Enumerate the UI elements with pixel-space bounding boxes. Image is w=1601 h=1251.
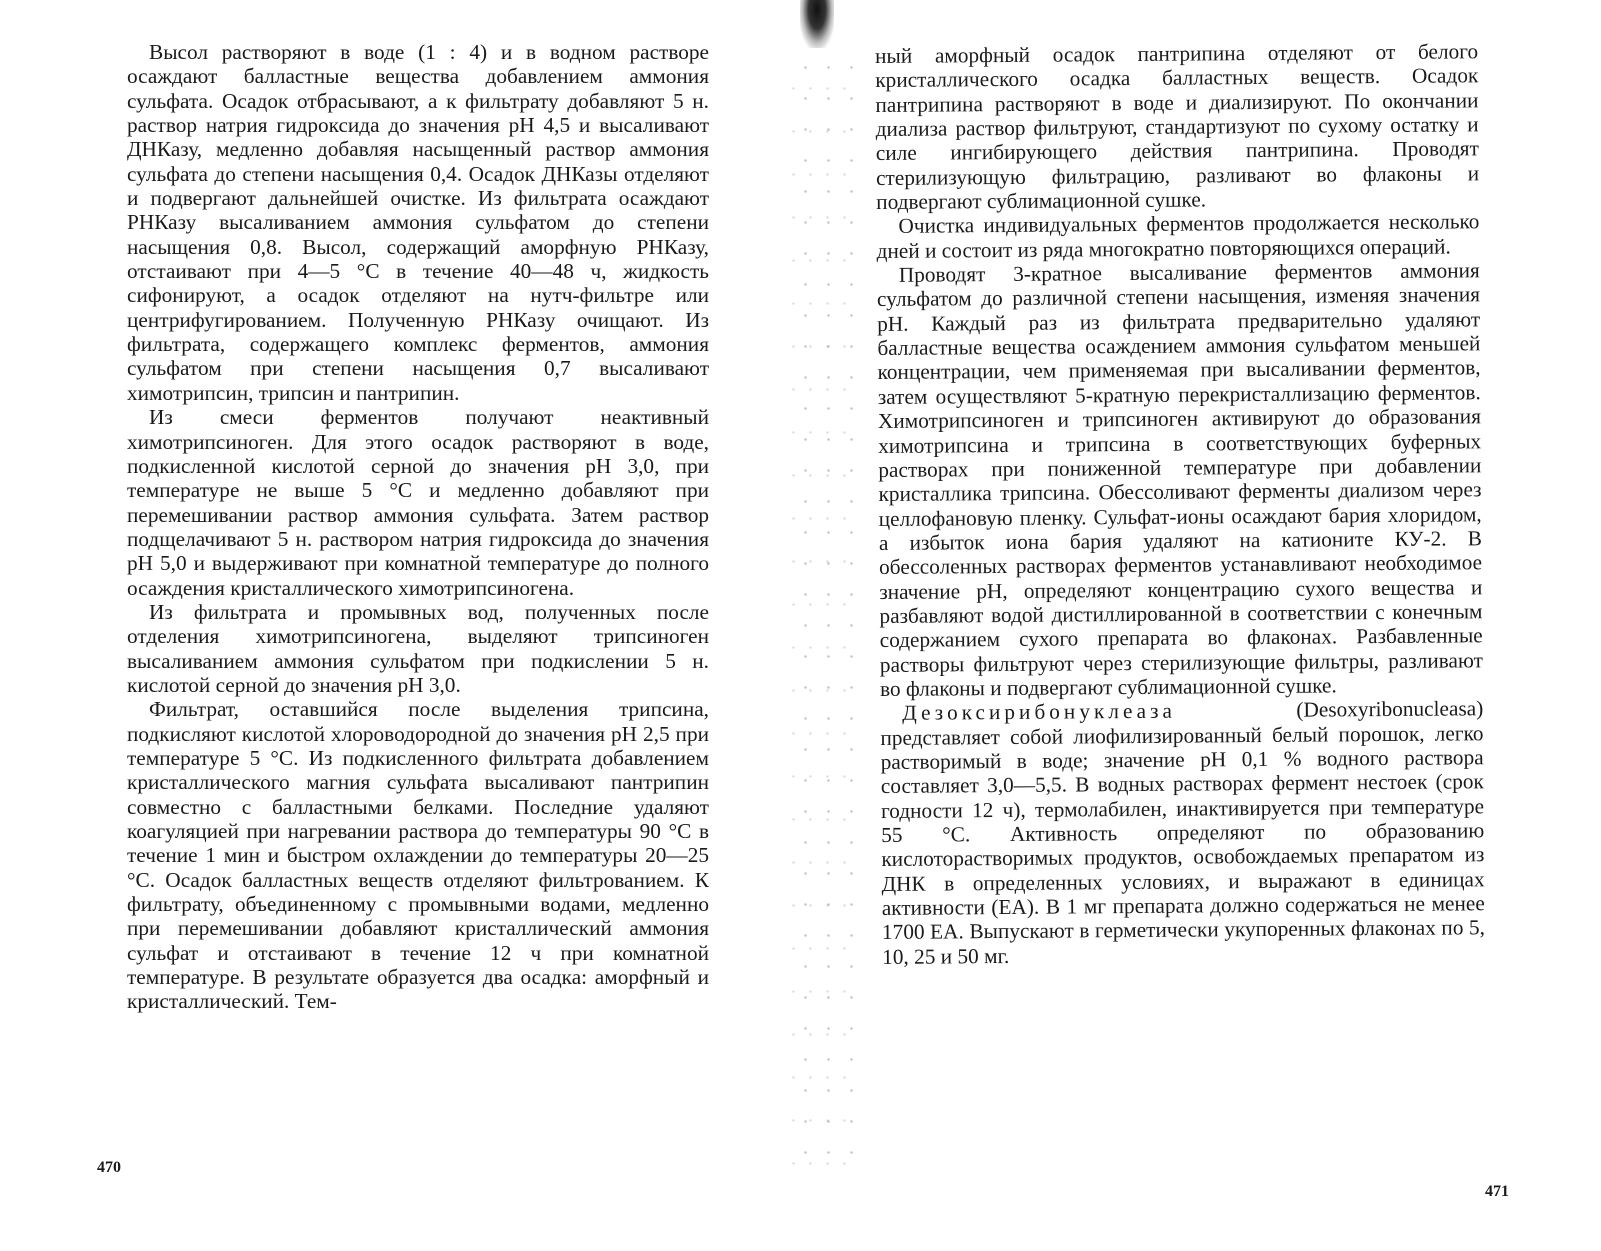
monograph-paragraph <box>880 697 1485 970</box>
paragraph: Из смеси ферментов получают неактивный химотрипсиноген. Для этого осадок растворяют в воде, подкисленной кислотой серной до значения pH 3,0, при температуре не выше 5 °С и медленно добавляют при перемешивании раствор аммония сульфата. Затем раствор подщелачивают 5 н. раствором натрия гидроксида до значения pH 5,0 и выдерживают при комнатной температуре до полного осаждения кристаллического химотрипсиногена. <box>127 405 709 600</box>
paragraph: Из фильтрата и промывных вод, полученных после отделения химотрипсиногена, выделяют трипсиноген высаливанием аммония сульфатом при подкислении 5 н. кислотой серной до значения pH 3,0. <box>127 599 709 697</box>
left-page-text <box>127 40 709 1014</box>
right-page-text <box>875 39 1485 969</box>
page-number: 471 <box>1485 1183 1509 1200</box>
page-number: 470 <box>97 1159 121 1176</box>
paragraph: Проводят 3-кратное высаливание ферментов аммония сульфатом до различной степени насыщения, изменяя значения pH. Каждый раз из фильтрата предварительно удаляют балластные вещества осаждением аммония сульфатом меньшей концентрации, чем применяемая при высаливании ферментов, затем осуществляют 5-кратную перекристаллизацию ферментов. Химотрипсиноген и трипсиноген активируют до образования химотрипсина и трипсина в соответствующих буферных растворах при пониженной температуре при добавлении кристаллика трипсина. Обессоливают ферменты диализом через целлофановую пленку. Сульфат-ионы осаждают бария хлоридом, а избыток иона бария удаляют на катионите КУ-2. В обессоленных растворах ферментов устанавливают необходимое значение pH, определяют концентрацию сухого вещества и разбавляют водой дистиллированной в соответствии с конечным содержанием сухого препарата во флаконах. Разбавленные растворы фильтруют через стерилизующие фильтры, разливают во флаконы и подвергают сублимационной сушке. <box>876 258 1483 701</box>
paragraph: Очистка индивидуальных ферментов продолжается несколько дней и состоит из ряда многократно повторяющихся операций. <box>876 209 1480 263</box>
right-page <box>790 0 1601 1251</box>
section-heading: Дезоксирибонуклеаза <box>902 698 1177 726</box>
paragraph-continuation: ный аморфный осадок пантрипина отделяют от белого кристаллического осадка балластных веществ. Осадок пантрипина растворяют в воде и диализируют. По окончании диализа раствор фильтруют, стандартизуют по сухому остатку и силе ингибирующего действия пантрипина. Проводят стерилизующую фильтрацию, разливают во флаконы и подвергают сублимационной сушке. <box>875 39 1480 215</box>
paragraph: Высол растворяют в воде (1 : 4) и в водном растворе осаждают балластные вещества добавлением аммония сульфата. Осадок отбрасывают, а к фильтрату добавляют 5 н. раствор натрия гидроксида до значения pH 4,5 и высаливают ДНКазу, медленно добавляя насыщенный раствор аммония сульфата до степени насыщения 0,4. Осадок ДНКазы отделяют и подвергают дальнейшей очистке. Из фильтрата осаждают РНКазу высаливанием аммония сульфатом до степени насыщения 0,8. Высол, содержащий аморфную РНКазу, отстаивают при 4—5 °С в течение 40—48 ч, жидкость сифонируют, а осадок отделяют на нутч-фильтре или центрифугированием. Полученную РНКазу очищают. Из фильтрата, содержащего комплекс ферментов, аммония сульфатом при степени насыщения 0,7 высаливают химотрипсин, трипсин и пантрипин. <box>127 40 709 405</box>
monograph-text: (Desoxyribonucleasa) представляет собой лиофилизированный белый порошок, легко растворимый в воде; значение pH 0,1 % водного раствора составляет 3,0—5,5. В водных растворах фермент нестоек (срок годности 12 ч), термолабилен, инактивируется при температуре 55 °С. Активность определяют по образованию кислоторастворимых продуктов, освобождаемых препаратом из ДНК в определенных условиях, и выражают в единицах активности (ЕА). В 1 мг препарата должно содержаться не менее 1700 ЕА. Выпускают в герметически укупоренных флаконах по 5, 10, 25 и 50 мг. <box>880 696 1486 969</box>
left-page <box>0 0 790 1251</box>
paragraph: Фильтрат, оставшийся после выделения трипсина, подкисляют кислотой хлороводородной до значения pH 2,5 при температуре 5 °С. Из подкисленного фильтрата добавлением кристаллического магния сульфата высаливают пантрипин совместно с балластными белками. Последние удаляют коагуляцией при нагревании раствора до температуры 90 °С в течение 1 мин и быстром охлаждении до температуры 20—25 °С. Осадок балластных веществ отделяют фильтрованием. К фильтрату, объединенному с промывными водами, медленно при перемешивании добавляют кристаллический аммония сульфат и отстаивают в течение 12 ч при комнатной температуре. В результате образуется два осадка: аморфный и кристаллический. Тем- <box>127 697 709 1014</box>
